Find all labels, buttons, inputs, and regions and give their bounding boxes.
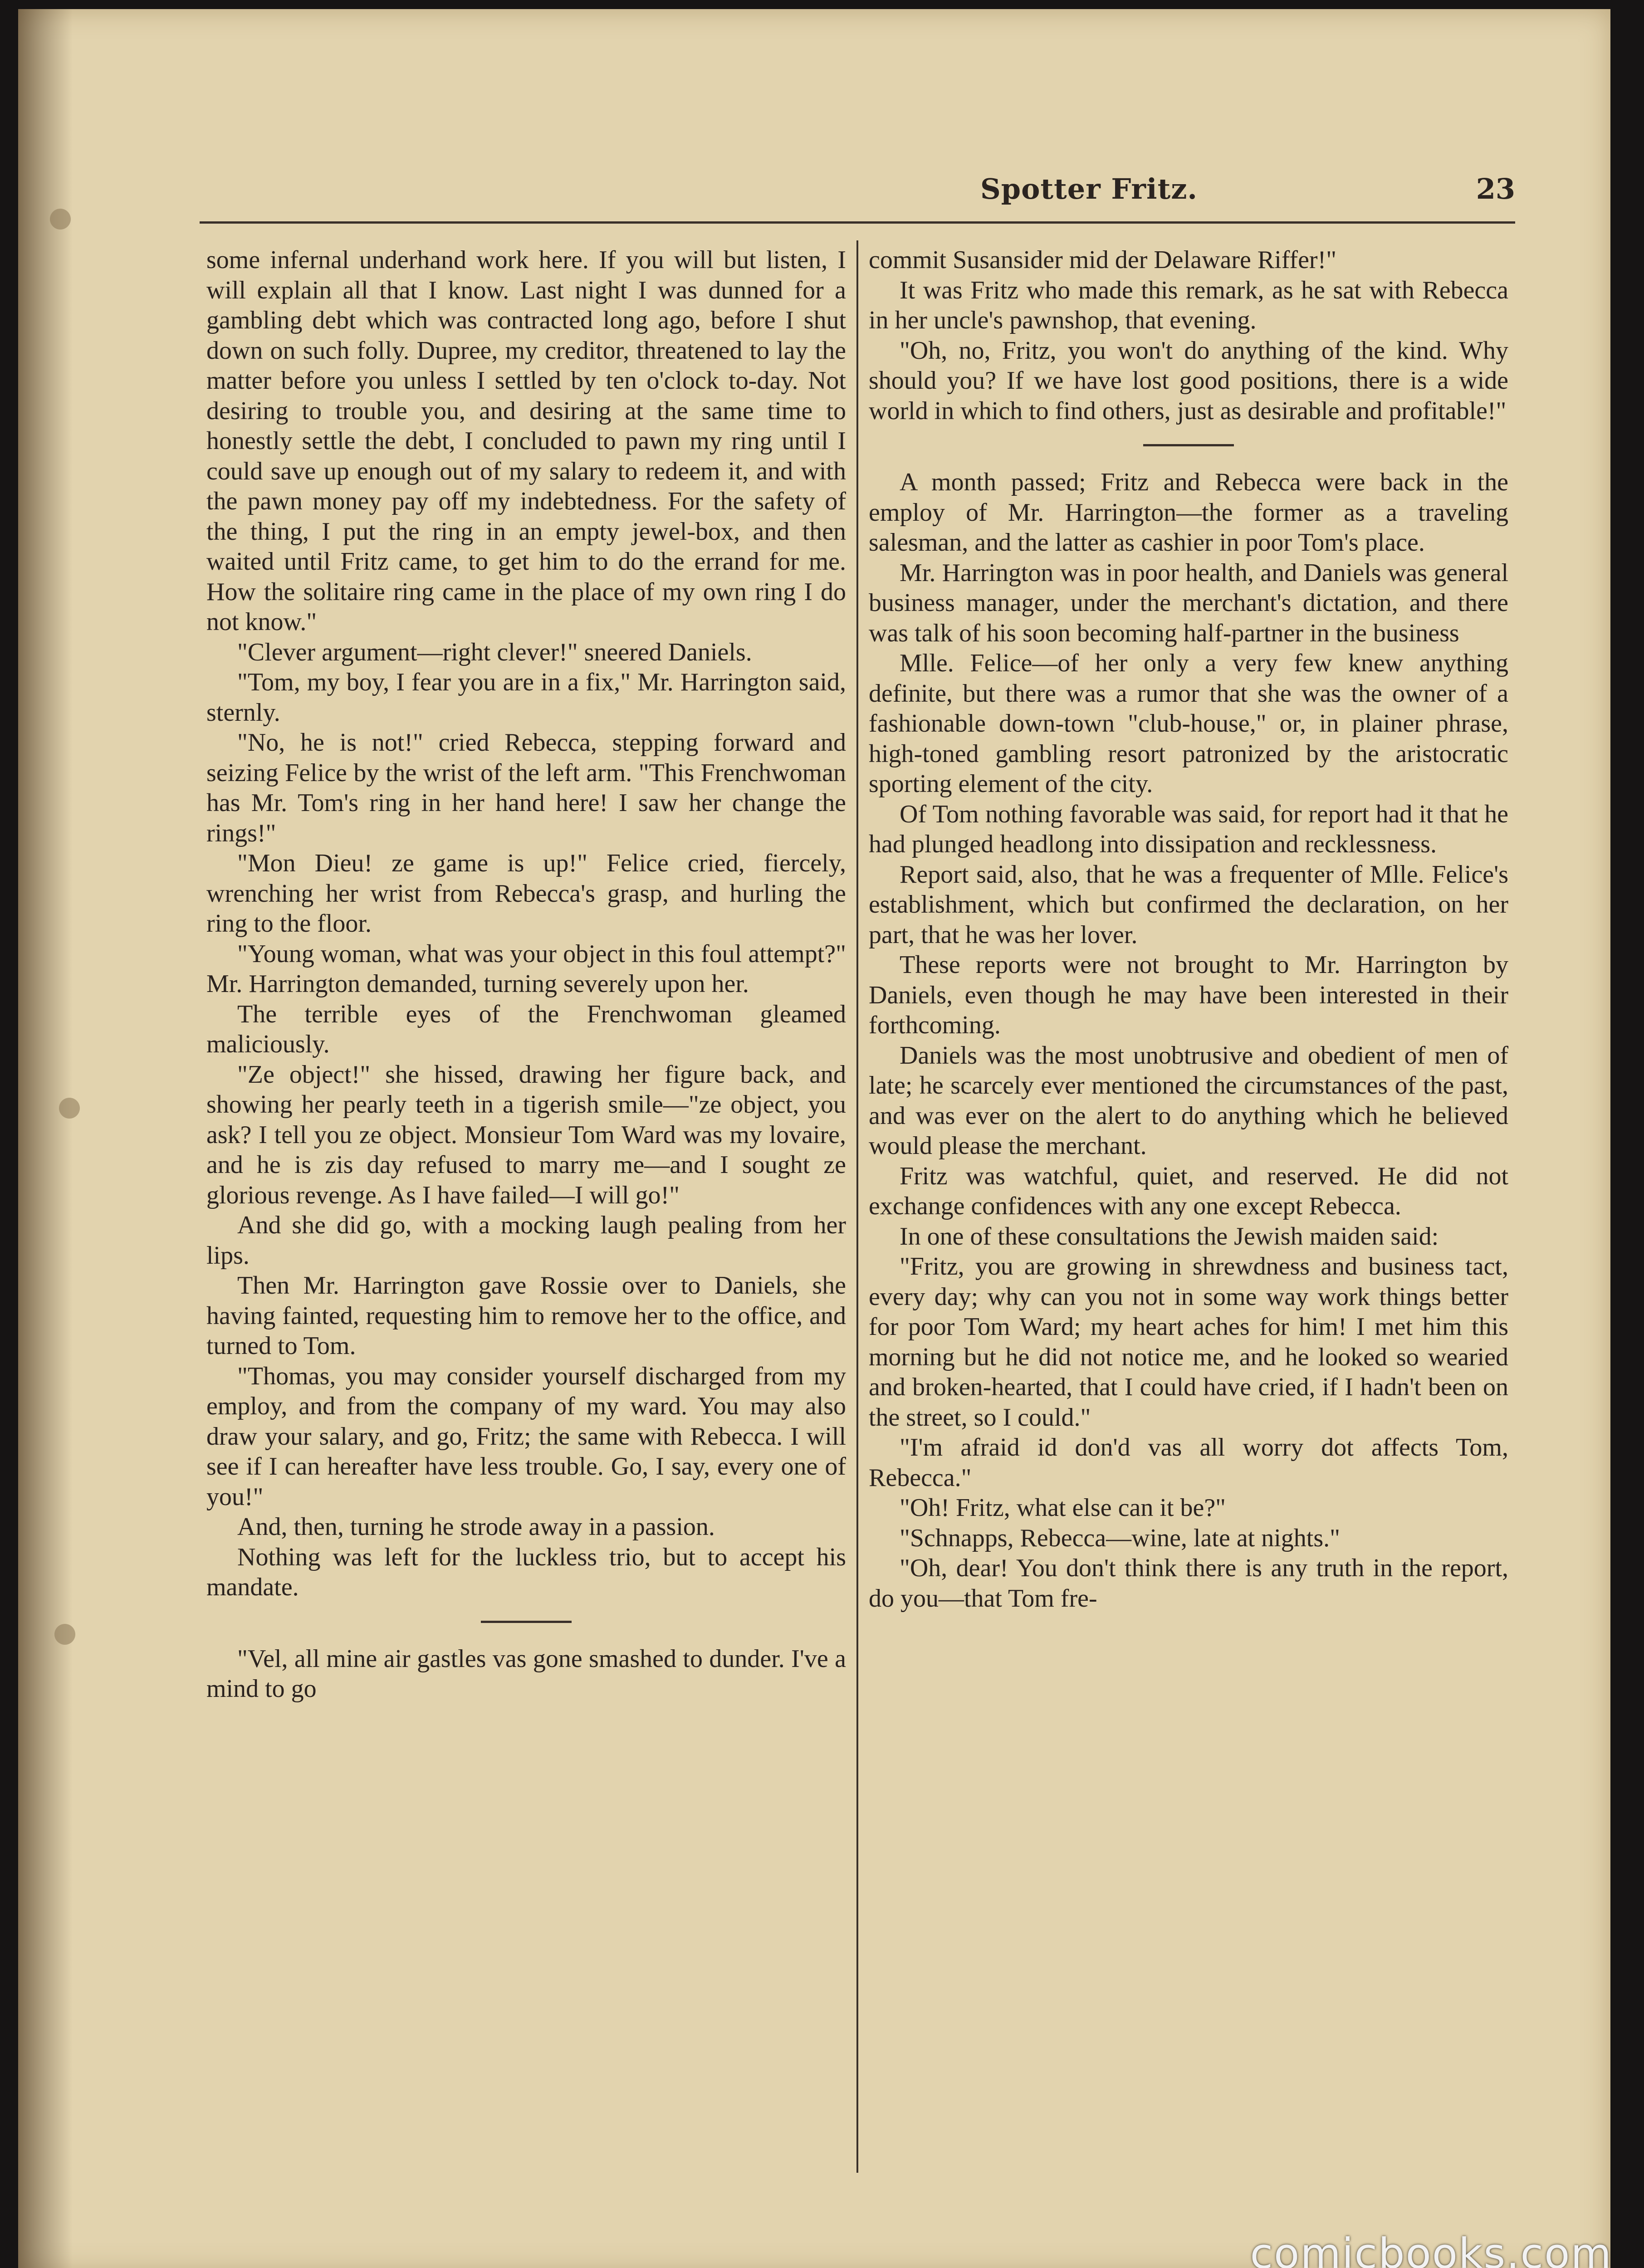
header-rule (200, 221, 1515, 224)
paragraph: "Vel, all mine air gastles vas gone smashed to dunder. I've a mind to go (206, 1644, 846, 1703)
paragraph: "Mon Dieu! ze game is up!" Felice cried, fiercely, wrenching her wrist from Rebecca's grasp, and hurling the ring to the floor. (206, 849, 846, 938)
left-column (206, 245, 846, 1704)
paragraph: some infernal underhand work here. If you will but listen, I will explain all that I know. Last night I was dunned for a gambling debt which was contracted long ago, before I shut down on such folly. Dupree, my creditor, threatened to lay the matter before you unless I settled by ten o'clock to-day. Not desiring to trouble you, and desiring at the same time to honestly settle the debt, I concluded to pawn my ring until I could save up enough out of my salary to redeem it, and with the pawn money pay off my indebtedness. For the safety of the thing, I put the ring in an empty jewel-box, and then waited until Fritz came, to get him to do the errand for me. How the solitaire ring came in the place of my own ring I do not know." (206, 246, 846, 636)
paragraph: These reports were not brought to Mr. Harrington by Daniels, even though he may have been interested in their forthcoming. (869, 951, 1508, 1039)
page-header (200, 163, 1515, 227)
paragraph: "Oh! Fritz, what else can it be?" (900, 1494, 1226, 1522)
book-page (18, 9, 1610, 2268)
paragraph: Nothing was left for the luckless trio, but to accept his mandate. (206, 1543, 846, 1601)
paragraph: "Ze object!" she hissed, drawing her figure back, and showing her pearly teeth in a tigerish smile—"ze object, you ask? I tell you ze object. Monsieur Tom Ward was my lovaire, and he is zis day refused to marry me—and I sought ze glorious revenge. As I have failed—I will go!" (206, 1060, 846, 1209)
paragraph: The terrible eyes of the Frenchwoman gleamed maliciously. (206, 1000, 846, 1058)
paragraph: Of Tom nothing favorable was said, for report had it that he had plunged headlong into dissipation and recklessness. (869, 800, 1508, 858)
binding-hole (50, 209, 71, 230)
right-column (869, 245, 1508, 1613)
binding-hole (54, 1624, 75, 1645)
gutter-shadow (18, 9, 73, 2268)
paragraph: Mlle. Felice—of her only a very few knew anything definite, but there was a rumor that she was the owner of a fashionable down-town "club-house," or, in plainer phrase, high-toned gambling resort patronized by the aristocratic sporting element of the city. (869, 649, 1508, 798)
paragraph: "I'm afraid id don'd vas all worry dot affects Tom, Rebecca." (869, 1433, 1508, 1492)
section-break-rule (1143, 444, 1234, 446)
paragraph: And, then, turning he strode away in a passion. (237, 1513, 715, 1541)
paragraph: "Oh, no, Fritz, you won't do anything of the kind. Why should you? If we have lost good positions, there is a wide world in which to find others, just as desirable and profitable!" (869, 336, 1508, 425)
page-number: 23 (1476, 172, 1515, 205)
paragraph: "Schnapps, Rebecca—wine, late at nights." (900, 1524, 1341, 1552)
paragraph: "Tom, my boy, I fear you are in a fix," Mr. Harrington said, sternly. (206, 668, 846, 727)
watermark: comicbooks.com (1250, 2229, 1612, 2268)
column-divider (856, 240, 858, 2173)
paragraph: "Thomas, you may consider yourself discharged from my employ, and from the company of my ward. You may also draw your salary, and go, Fritz; the same with Rebecca. I will see if I can hereafter have less trouble. Go, I say, every one of you!" (206, 1362, 846, 1511)
paragraph: In one of these consultations the Jewish maiden said: (900, 1222, 1439, 1251)
paragraph: It was Fritz who made this remark, as he sat with Rebecca in her uncle's pawnshop, that evening. (869, 276, 1508, 334)
paragraph: Report said, also, that he was a frequenter of Mlle. Felice's establishment, which but confirmed the declaration, on her part, that he was her lover. (869, 860, 1508, 949)
paragraph: "Fritz, you are growing in shrewdness and business tact, every day; why can you not in some way work things better for poor Tom Ward; my heart aches for him! I met him this morning but he did not notice me, and he looked so wearied and broken-hearted, that I could have cried, if I hadn't been on the street, so I could." (869, 1252, 1508, 1432)
paragraph: A month passed; Fritz and Rebecca were back in the employ of Mr. Harrington—the former as a traveling salesman, and the latter as cashier in poor Tom's place. (869, 468, 1508, 557)
paragraph: And she did go, with a mocking laugh pealing from her lips. (206, 1211, 846, 1270)
paragraph: Then Mr. Harrington gave Rossie over to Daniels, she having fainted, requesting him to remove her to the office, and turned to Tom. (206, 1271, 846, 1360)
paragraph: Daniels was the most unobtrusive and obedient of men of late; he scarcely ever mentioned the circumstances of the past, and was ever on the alert to do anything which he believed would please the merchant. (869, 1041, 1508, 1160)
paragraph: Mr. Harrington was in poor health, and Daniels was general business manager, under the merchant's dictation, and there was talk of his soon becoming half-partner in the business (869, 558, 1508, 647)
paragraph: Fritz was watchful, quiet, and reserved. He did not exchange confidences with any one except Rebecca. (869, 1162, 1508, 1220)
paragraph: "Oh, dear! You don't think there is any truth in the report, do you—that Tom fre- (869, 1554, 1508, 1613)
running-title: Spotter Fritz. (980, 172, 1198, 205)
paragraph: "Clever argument—right clever!" sneered Daniels. (237, 638, 752, 666)
section-break-rule (481, 1621, 572, 1623)
paragraph: "No, he is not!" cried Rebecca, stepping forward and seizing Felice by the wrist of the left arm. "This Frenchwoman has Mr. Tom's ring in her hand here! I saw her change the rings!" (206, 728, 846, 847)
paragraph: "Young woman, what was your object in this foul attempt?" Mr. Harrington demanded, turning severely upon her. (206, 939, 846, 998)
binding-hole (59, 1098, 80, 1119)
paragraph: commit Susansider mid der Delaware Riffer!" (869, 246, 1337, 274)
